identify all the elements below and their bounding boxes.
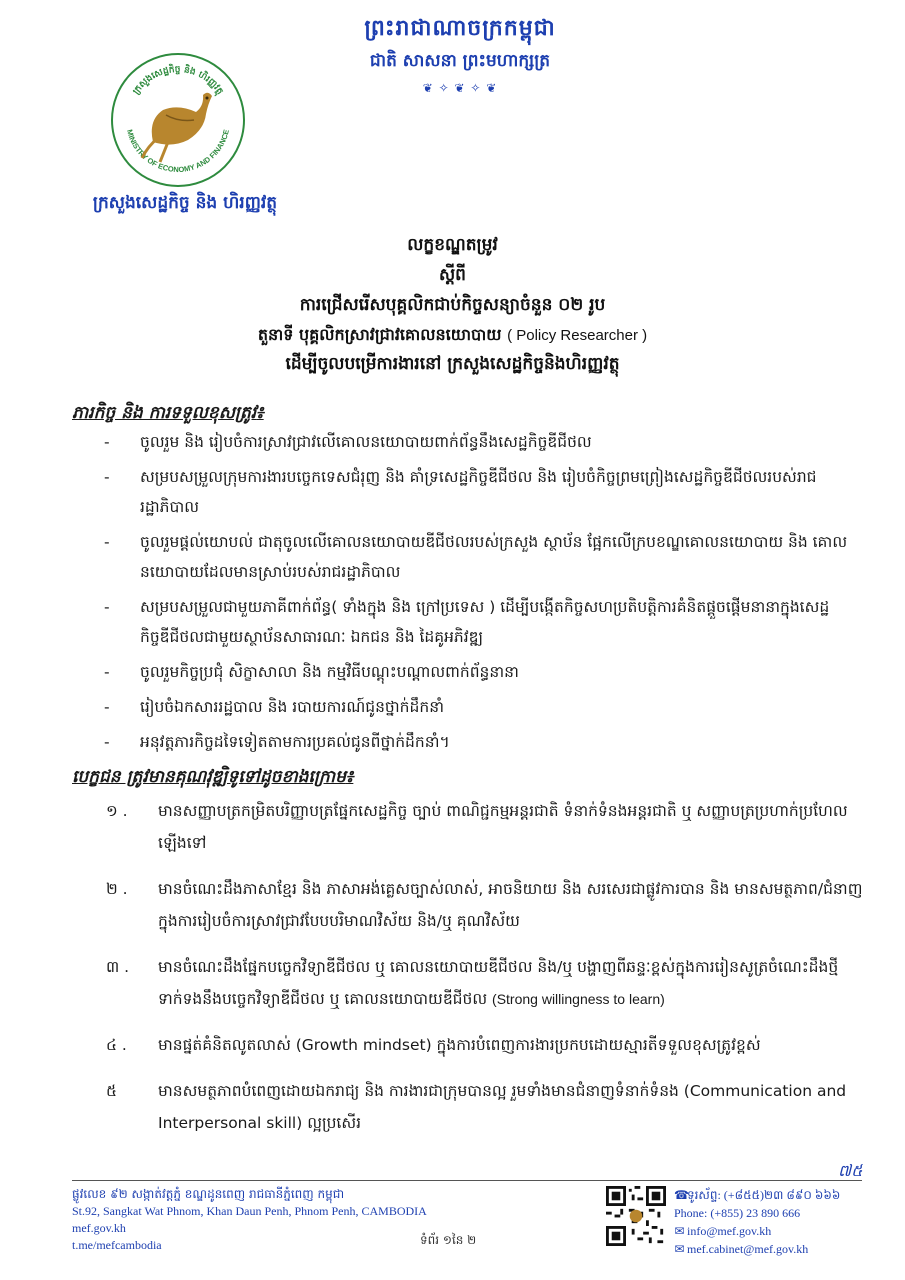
address-en: St.92, Sangkat Wat Phnom, Khan Daun Penh, Phnom Penh, CAMBODIA [72, 1204, 427, 1218]
phone-khmer-row [674, 1186, 840, 1204]
email-row-2 [674, 1240, 840, 1258]
title-workplace: ដើម្បីចូលបម្រើការងារនៅ ក្រសួងសេដ្ឋកិច្ចនិងហិរញ្ញវត្ថុ [285, 354, 620, 374]
website-link[interactable]: mef.gov.kh [72, 1221, 126, 1235]
ministry-name: ក្រសួងសេដ្ឋកិច្ច និង ហិរញ្ញវត្ថុ [92, 193, 278, 213]
qr-code-icon [606, 1186, 666, 1246]
duty-text: ចូលរួមកិច្ចប្រជុំ សិក្ខាសាលា និង កម្មវិធីបណ្តុះបណ្តាលពាក់ព័ន្ធនានា [140, 663, 519, 681]
footer-divider [72, 1180, 862, 1181]
duties-heading-colon: ៖ [256, 403, 264, 423]
ministry-logo [108, 50, 248, 190]
list-item [100, 1075, 870, 1139]
position-khmer: តួនាទី បុគ្គលិកស្រាវជ្រាវគោលនយោបាយ [257, 325, 502, 344]
list-item [100, 951, 870, 1015]
duty-text: រៀបចំឯកសាររដ្ឋបាល និង របាយការណ៍ជូនថ្នាក់ដឹកនាំ [140, 698, 444, 716]
telegram-link[interactable]: t.me/mefcambodia [72, 1238, 162, 1252]
req-number: ៤ . [106, 1036, 127, 1054]
kingdom-header [330, 14, 590, 95]
national-motto: ជាតិ សាសនា ព្រះមហាក្សត្រ [369, 51, 551, 71]
svg-text:ក្រសួងសេដ្ឋកិច្ច និង ហិរញ្ញវត្ [131, 63, 224, 98]
duty-text: សម្របសម្រួលជាមួយភាគីពាក់ព័ន្ធ( ទាំងក្នុង និង ក្រៅប្រទេស ) ដើម្បីបង្កើតកិច្ចសហប្រតិបត្តិការគំនិតផ្តួចផ្តើមនានាក្នុងសេដ្ឋកិច្ចឌីជីថលជាមួយស្ថាប័នសាធារណៈ ឯកជន និង ដៃគូអភិវឌ្ឍ [140, 598, 830, 646]
list-item: - រៀបចំឯកសាររដ្ឋបាល និង របាយការណ៍ជូនថ្នាក់ដឹកនាំ [104, 698, 444, 716]
bird-emblem-icon [142, 93, 212, 162]
req-number: ១ . [106, 802, 128, 820]
title-position [60, 324, 845, 348]
list-item: - ចូលរួម និង រៀបចំការស្រាវជ្រាវលើគោលនយោបាយពាក់ព័ន្ធនឹងសេដ្ឋកិច្ចឌីជីថល [104, 433, 592, 451]
address-khmer: ផ្លូវលេខ ៩២ សង្កាត់វត្តភ្នំ ខណ្ឌដូនពេញ រាជធានីភ្នំពេញ កម្ពុជា [72, 1187, 345, 1201]
list-item [100, 795, 870, 859]
list-item: - សម្របសម្រួលក្រុមការងារបច្ចេកទេសជំរុញ និង គាំទ្រសេដ្ឋកិច្ចឌីជីថល និង រៀបចំកិច្ចព្រមព្រៀងសេដ្ឋកិច្ចឌីជីថលរបស់រាជរដ្ឋាភិបាល [104, 468, 817, 516]
list-item [100, 873, 870, 937]
list-item: - ចូលរួមកិច្ចប្រជុំ សិក្ខាសាលា និង កម្មវិធីបណ្តុះបណ្តាលពាក់ព័ន្ធនានា [104, 663, 519, 681]
title-regarding: ស្តីពី [439, 265, 466, 285]
req-number: ៥ [106, 1082, 117, 1100]
ornament-divider: ❦ ✧ ❦ ✧ ❦ [422, 81, 498, 95]
requirements-heading [72, 766, 353, 791]
list-item [100, 1029, 870, 1061]
req-text: មានសមត្ថភាពបំពេញដោយឯករាជ្យ និង ការងារជាក្រុមបានល្អ រួមទាំងមានជំនាញទំនាក់ទំនង (Communication and Interpersonal skill) ល្អប្រសើរ [158, 1082, 847, 1132]
list-item: - សម្របសម្រួលជាមួយភាគីពាក់ព័ន្ធ( ទាំងក្នុង និង ក្រៅប្រទេស ) ដើម្បីបង្កើតកិច្ចសហប្រតិបត្តិការគំនិតផ្តួចផ្តើមនានាក្នុងសេដ្ឋកិច្ចឌីជីថលជាមួយស្ថាប័នសាធារណៈ ឯកជន និង ដៃគូអភិវឌ្ឍ [104, 598, 830, 646]
email-row-1 [674, 1222, 840, 1240]
footer-contact [674, 1186, 840, 1258]
footer-address [72, 1186, 427, 1254]
duty-text: សម្របសម្រួលក្រុមការងារបច្ចេកទេសជំរុញ និង គាំទ្រសេដ្ឋកិច្ចឌីជីថល និង រៀបចំកិច្ចព្រមព្រៀងសេដ្ឋកិច្ចឌីជីថលរបស់រាជរដ្ឋាភិបាល [140, 468, 817, 516]
duties-heading [72, 402, 264, 427]
duty-text: ចូលរួម និង រៀបចំការស្រាវជ្រាវលើគោលនយោបាយពាក់ព័ន្ធនឹងសេដ្ឋកិច្ចឌីជីថល [140, 433, 592, 451]
position-en: ( Policy Researcher ) [507, 327, 648, 344]
duties-heading-text: ភារកិច្ច និង ការទទួលខុសត្រូវ [72, 403, 257, 423]
duty-text: អនុវត្តភារកិច្ចដទៃទៀតតាមការប្រគល់ជូនពីថ្នាក់ដឹកនាំ។ [140, 733, 450, 751]
req-number: ២ . [106, 880, 128, 898]
list-item: - អនុវត្តភារកិច្ចដទៃទៀតតាមការប្រគល់ជូនពីថ្នាក់ដឹកនាំ។ [104, 733, 450, 751]
req-text: មានចំណេះដឹងផ្នែកបច្ចេកវិទ្យាឌីជីថល ឬ គោលនយោបាយឌីជីថល និង/ឬ បង្ហាញពីឆន្ទៈខ្ពស់ក្នុងការរៀនសូត្រចំណេះដឹងថ្មីទាក់ទងនឹងបច្ចេកវិទ្យាឌីជីថល ឬ គោលនយោបាយឌីជីថល [158, 958, 839, 1008]
mail-icon: ✉ [674, 1242, 685, 1256]
phone-khmer: ទូរស័ព្ទ: (+៨៥៥)២៣ ៨៩០ ៦៦៦ [687, 1188, 841, 1202]
mail-icon: ✉ [674, 1224, 685, 1238]
req-text: មានសញ្ញាបត្រកម្រិតបរិញ្ញាបត្រផ្នែកសេដ្ឋកិច្ច ច្បាប់ ពាណិជ្ជកម្មអន្តរជាតិ ទំនាក់ទំនងអន្តរជាតិ ឬ សញ្ញាបត្រប្រហាក់ប្រហែលឡើងទៅ [158, 802, 848, 852]
list-item: - ចូលរួមផ្តល់យោបល់ ជាតុចូលលើគោលនយោបាយឌីជីថលរបស់ក្រសួង ស្ថាប័ន ផ្អែកលើក្របខណ្ឌគោលនយោបាយ និង គោលនយោបាយដែលមានស្រាប់របស់រាជរដ្ឋាភិបាល [104, 533, 848, 581]
req-text: មានចំណេះដឹងភាសាខ្មែរ និង ភាសាអង់គ្លេសច្បាស់លាស់, អាចនិយាយ និង សរសេរជាផ្លូវការបាន និង មានសមត្ថភាព/ជំនាញក្នុងការរៀបចំការស្រាវជ្រាវបែបបរិមាណវិស័យ និង/ឬ គុណវិស័យ [158, 880, 863, 930]
req-latin: (Strong willingness to learn) [492, 991, 665, 1007]
title-requirements: លក្ខខណ្ឌតម្រូវ [407, 235, 498, 255]
email-info[interactable]: info@mef.gov.kh [687, 1224, 772, 1238]
requirements-heading-text: បេក្ខជន ត្រូវមានគុណវុឌ្ឍិទូទៅដូចខាងក្រោម [72, 767, 346, 787]
req-number: ៣ . [106, 958, 130, 976]
logo-text-en: MINISTRY OF ECONOMY AND FINANCE [124, 128, 231, 175]
email-cabinet[interactable]: mef.cabinet@mef.gov.kh [687, 1242, 809, 1256]
title-recruitment: ការជ្រើសរើសបុគ្គលិកជាប់កិច្ចសន្យាចំនួន ០២ រូប [299, 295, 606, 315]
logo-text-khmer: ក្រសួងសេដ្ឋកិច្ច និង ហិរញ្ញវត្ថុ [131, 64, 225, 97]
duties-list [100, 427, 870, 762]
requirements-list [100, 795, 870, 1153]
duty-text: ចូលរួមផ្តល់យោបល់ ជាតុចូលលើគោលនយោបាយឌីជីថលរបស់ក្រសួង ស្ថាប័ន ផ្អែកលើក្របខណ្ឌគោលនយោបាយ និង គោលនយោបាយដែលមានស្រាប់របស់រាជរដ្ឋាភិបាល [140, 533, 848, 581]
phone-en: Phone: (+855) 23 890 666 [674, 1206, 801, 1220]
requirements-heading-colon: ៖ [345, 767, 354, 787]
phone-icon: ☎ [674, 1188, 689, 1202]
page-number: ទំព័រ ១នៃ ២ [420, 1233, 477, 1247]
document-titles [60, 234, 845, 383]
req-text: មានផ្នត់គំនិតលូតលាស់ (Growth mindset) ក្នុងការបំពេញការងារប្រកបដោយស្មារតីទទួលខុសត្រូវខ្ពស់ [158, 1036, 761, 1054]
phone-en-row [674, 1204, 840, 1222]
kingdom-title: ព្រះរាជាណាចក្រកម្ពុជា [364, 16, 556, 41]
handwritten-page-note: ៧៥ [838, 1161, 863, 1180]
